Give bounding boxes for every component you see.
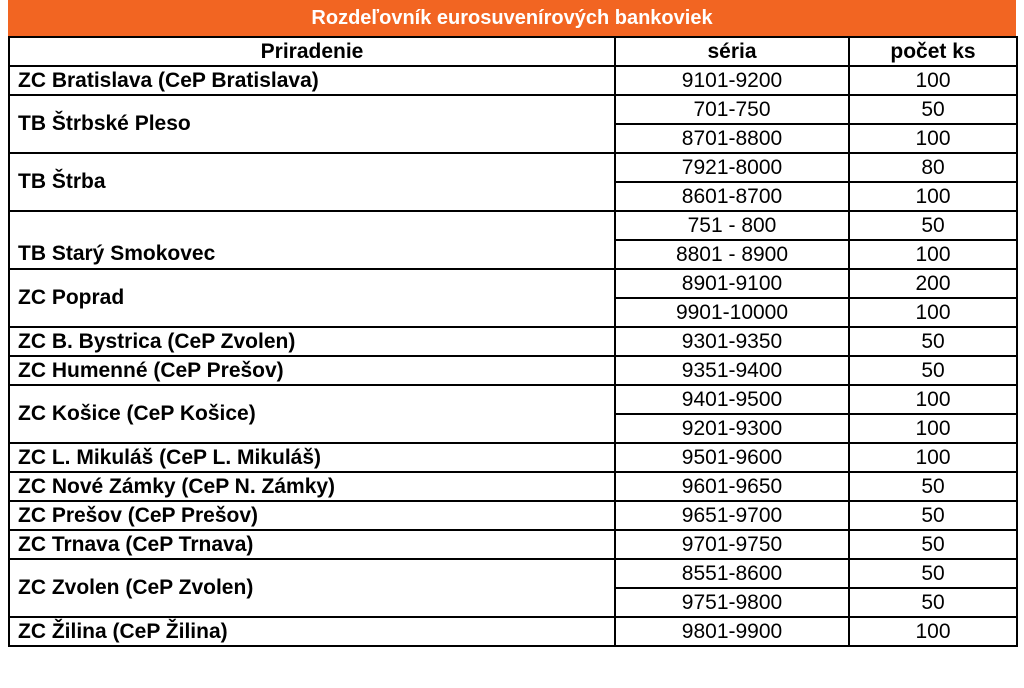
count-cell: 100 xyxy=(849,617,1017,646)
table-row xyxy=(9,356,1017,385)
series-cell: 9351-9400 xyxy=(615,356,849,385)
count-cell: 50 xyxy=(849,211,1017,240)
series-cell: 8601-8700 xyxy=(615,182,849,211)
table-row xyxy=(9,269,1017,298)
count-cell: 50 xyxy=(849,472,1017,501)
table-body xyxy=(9,66,1017,646)
count-cell: 200 xyxy=(849,269,1017,298)
series-cell: 8551-8600 xyxy=(615,559,849,588)
count-cell: 50 xyxy=(849,327,1017,356)
table-row xyxy=(9,530,1017,559)
table-row xyxy=(9,66,1017,95)
header-assignment: Priradenie xyxy=(9,37,615,66)
assignment-cell: ZC Prešov (CeP Prešov) xyxy=(9,501,615,530)
header-count: počet ks xyxy=(849,37,1017,66)
assignment-cell: ZC Zvolen (CeP Zvolen) xyxy=(9,559,615,617)
assignment-cell: ZC Nové Zámky (CeP N. Zámky) xyxy=(9,472,615,501)
series-cell: 9751-9800 xyxy=(615,588,849,617)
series-cell: 751 - 800 xyxy=(615,211,849,240)
assignment-cell: ZC Bratislava (CeP Bratislava) xyxy=(9,66,615,95)
table-row xyxy=(9,327,1017,356)
count-cell: 50 xyxy=(849,356,1017,385)
series-cell: 9401-9500 xyxy=(615,385,849,414)
table-row xyxy=(9,559,1017,588)
header-row xyxy=(9,37,1017,66)
distribution-document xyxy=(8,0,1016,647)
series-cell: 9601-9650 xyxy=(615,472,849,501)
series-cell: 9101-9200 xyxy=(615,66,849,95)
assignment-cell: TB Starý Smokovec xyxy=(9,211,615,269)
series-cell: 9501-9600 xyxy=(615,443,849,472)
series-cell: 9651-9700 xyxy=(615,501,849,530)
count-cell: 100 xyxy=(849,414,1017,443)
assignment-cell: TB Štrbské Pleso xyxy=(9,95,615,153)
table-row xyxy=(9,617,1017,646)
count-cell: 50 xyxy=(849,530,1017,559)
count-cell: 50 xyxy=(849,559,1017,588)
series-cell: 701-750 xyxy=(615,95,849,124)
count-cell: 100 xyxy=(849,298,1017,327)
series-cell: 8701-8800 xyxy=(615,124,849,153)
count-cell: 50 xyxy=(849,95,1017,124)
table-row xyxy=(9,153,1017,182)
assignment-cell: ZC Humenné (CeP Prešov) xyxy=(9,356,615,385)
count-cell: 100 xyxy=(849,182,1017,211)
assignment-cell: TB Štrba xyxy=(9,153,615,211)
count-cell: 50 xyxy=(849,501,1017,530)
assignment-cell: ZC L. Mikuláš (CeP L. Mikuláš) xyxy=(9,443,615,472)
table-row xyxy=(9,472,1017,501)
table-row xyxy=(9,211,1017,240)
count-cell: 80 xyxy=(849,153,1017,182)
count-cell: 100 xyxy=(849,385,1017,414)
series-cell: 9901-10000 xyxy=(615,298,849,327)
table-row xyxy=(9,443,1017,472)
count-cell: 100 xyxy=(849,66,1017,95)
assignment-cell: ZC B. Bystrica (CeP Zvolen) xyxy=(9,327,615,356)
count-cell: 50 xyxy=(849,588,1017,617)
assignment-cell: ZC Košice (CeP Košice) xyxy=(9,385,615,443)
table-title: Rozdeľovník eurosuvenírových bankoviek xyxy=(8,0,1016,36)
table-row xyxy=(9,95,1017,124)
assignment-cell: ZC Poprad xyxy=(9,269,615,327)
count-cell: 100 xyxy=(849,240,1017,269)
assignment-cell: ZC Trnava (CeP Trnava) xyxy=(9,530,615,559)
series-cell: 8901-9100 xyxy=(615,269,849,298)
assignment-cell: ZC Žilina (CeP Žilina) xyxy=(9,617,615,646)
distribution-table xyxy=(8,36,1018,647)
series-cell: 9701-9750 xyxy=(615,530,849,559)
series-cell: 9301-9350 xyxy=(615,327,849,356)
series-cell: 7921-8000 xyxy=(615,153,849,182)
series-cell: 8801 - 8900 xyxy=(615,240,849,269)
count-cell: 100 xyxy=(849,124,1017,153)
table-row xyxy=(9,385,1017,414)
series-cell: 9801-9900 xyxy=(615,617,849,646)
count-cell: 100 xyxy=(849,443,1017,472)
series-cell: 9201-9300 xyxy=(615,414,849,443)
table-row xyxy=(9,501,1017,530)
header-series: séria xyxy=(615,37,849,66)
